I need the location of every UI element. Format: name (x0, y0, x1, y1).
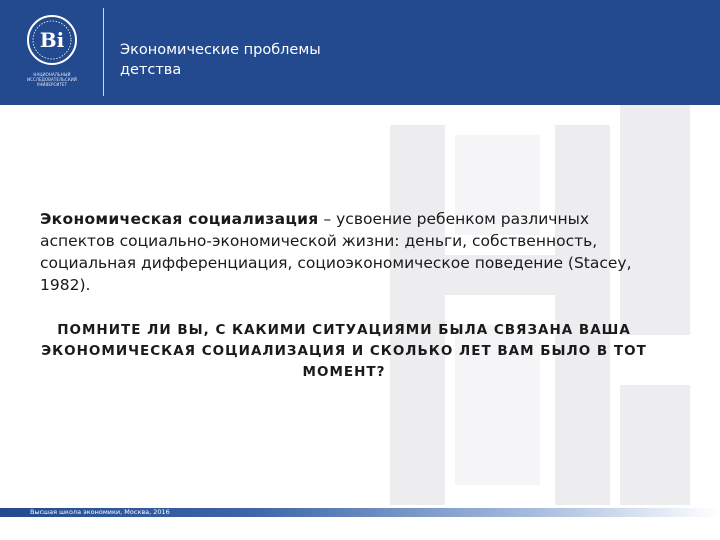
hse-watermark-icon (360, 105, 720, 505)
slide-title (120, 40, 480, 80)
university-logo (14, 10, 90, 90)
definition-paragraph (40, 208, 665, 296)
slide-title-line1: Экономические проблемы (120, 42, 321, 58)
slide-title-line2: детства (120, 62, 182, 78)
definition-text: – усвоение ребенком различных аспектов социально-экономической жизни: деньги, собственность, социальная дифференциация, социоэкономическое поведение (Stacey, 1982). (40, 210, 632, 294)
hse-emblem-icon (26, 14, 78, 66)
svg-text:Ві: Ві (39, 28, 65, 52)
logo-caption: НАЦИОНАЛЬНЫЙ ИССЛЕДОВАТЕЛЬСКИЙ УНИВЕРСИТЕТ (27, 72, 77, 87)
discussion-question: ПОМНИТЕ ЛИ ВЫ, С КАКИМИ СИТУАЦИЯМИ БЫЛА СВЯЗАНА ВАША ЭКОНОМИЧЕСКАЯ СОЦИАЛИЗАЦИЯ И СКОЛЬКО ЛЕТ ВАМ БЫЛО В ТОТ МОМЕНТ? (41, 322, 647, 380)
definition-term: Экономическая социализация (40, 210, 319, 228)
header-divider (103, 8, 104, 96)
footer-text: Высшая школа экономики, Москва, 2016 (30, 508, 170, 516)
slide-header (0, 0, 720, 105)
